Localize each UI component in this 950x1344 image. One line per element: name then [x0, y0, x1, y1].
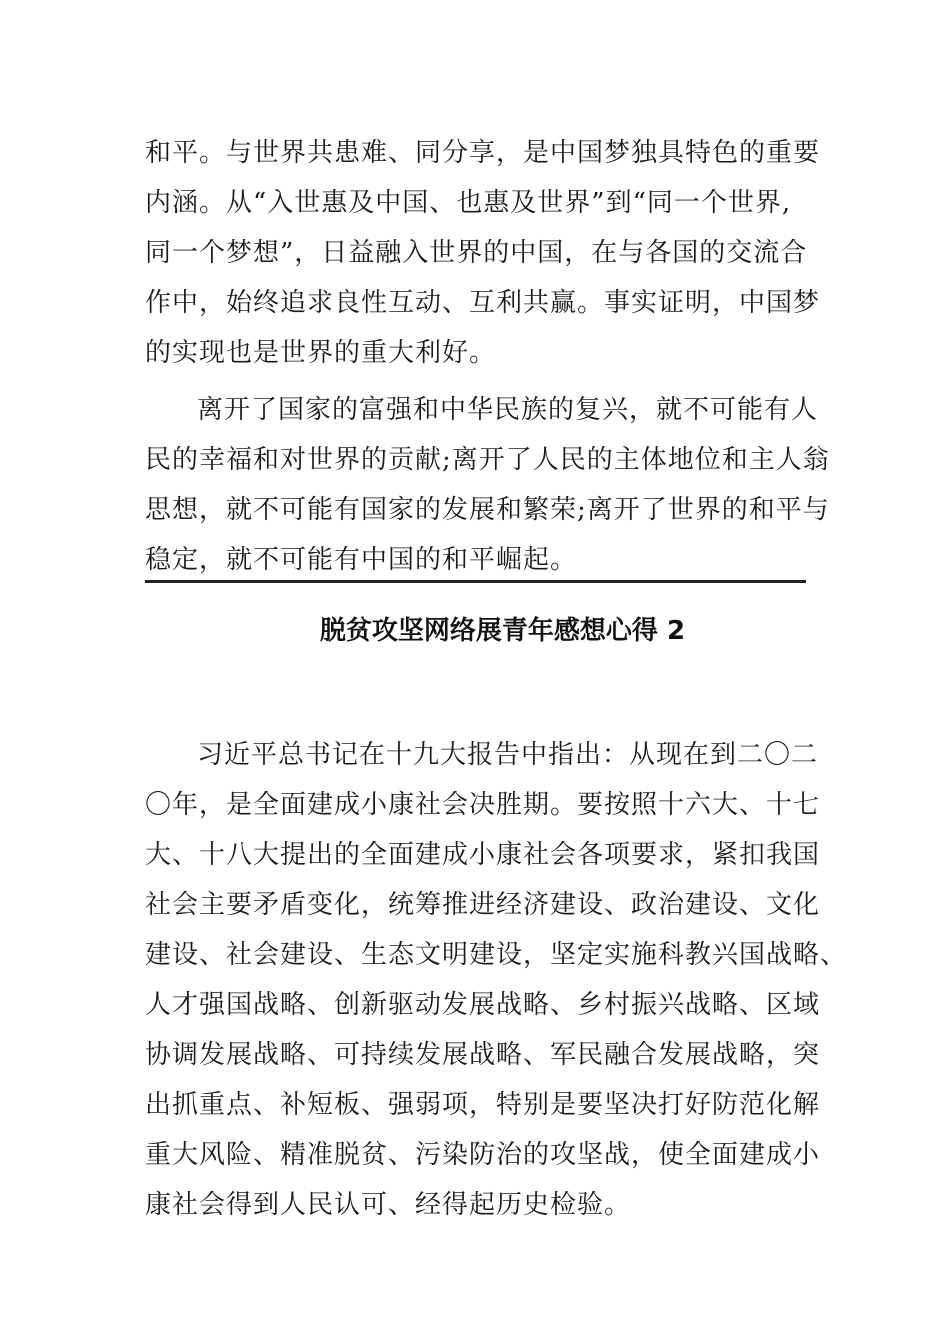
- paragraph-peace: [145, 128, 821, 378]
- text-line: 离开了国家的富强和中华民族的复兴，就不可能有人: [197, 395, 819, 425]
- text-line: 内涵。从“入世惠及中国、也惠及世界”到“同一个世界,: [145, 188, 792, 218]
- text-line: 重大风险、精准脱贫、污染防治的攻坚战，使全面建成小: [145, 1140, 821, 1170]
- text-line: 大、十八大提出的全面建成小康社会各项要求，紧扣我国: [145, 840, 821, 870]
- section-divider: [145, 580, 806, 583]
- paragraph-report: [145, 730, 848, 1230]
- text-line: 出抓重点、补短板、强弱项，特别是要坚决打好防范化解: [145, 1090, 821, 1120]
- text-line: 同一个梦想”，日益融入世界的中国，在与各国的交流合: [145, 238, 808, 268]
- text-line: 民的幸福和对世界的贡献;离开了人民的主体地位和主人翁: [145, 445, 830, 475]
- text-line: 〇年，是全面建成小康社会决胜期。要按照十六大、十七: [145, 790, 821, 820]
- text-line: 作中，始终追求良性互动、互利共赢。事实证明，中国梦: [145, 288, 821, 318]
- paragraph-conclusion: [145, 385, 830, 585]
- text-line: 建设、社会建设、生态文明建设，坚定实施科教兴国战略、: [145, 940, 848, 970]
- section-title: 脱贫攻坚网络展青年感想心得 2: [319, 616, 686, 646]
- text-line: 社会主要矛盾变化，统筹推进经济建设、政治建设、文化: [145, 890, 821, 920]
- text-line: 人才强国战略、创新驱动发展战略、乡村振兴战略、区域: [145, 990, 821, 1020]
- text-line: 习近平总书记在十九大报告中指出：从现在到二〇二: [197, 740, 819, 770]
- text-line: 思想，就不可能有国家的发展和繁荣;离开了世界的和平与: [145, 495, 830, 525]
- text-line: 和平。与世界共患难、同分享，是中国梦独具特色的重要: [145, 138, 821, 168]
- text-line: 协调发展战略、可持续发展战略、军民融合发展战略，突: [145, 1040, 821, 1070]
- text-line: 稳定，就不可能有中国的和平崛起。: [145, 545, 578, 575]
- text-line: 康社会得到人民认可、经得起历史检验。: [145, 1190, 632, 1220]
- text-line: 的实现也是世界的重大利好。: [145, 338, 497, 368]
